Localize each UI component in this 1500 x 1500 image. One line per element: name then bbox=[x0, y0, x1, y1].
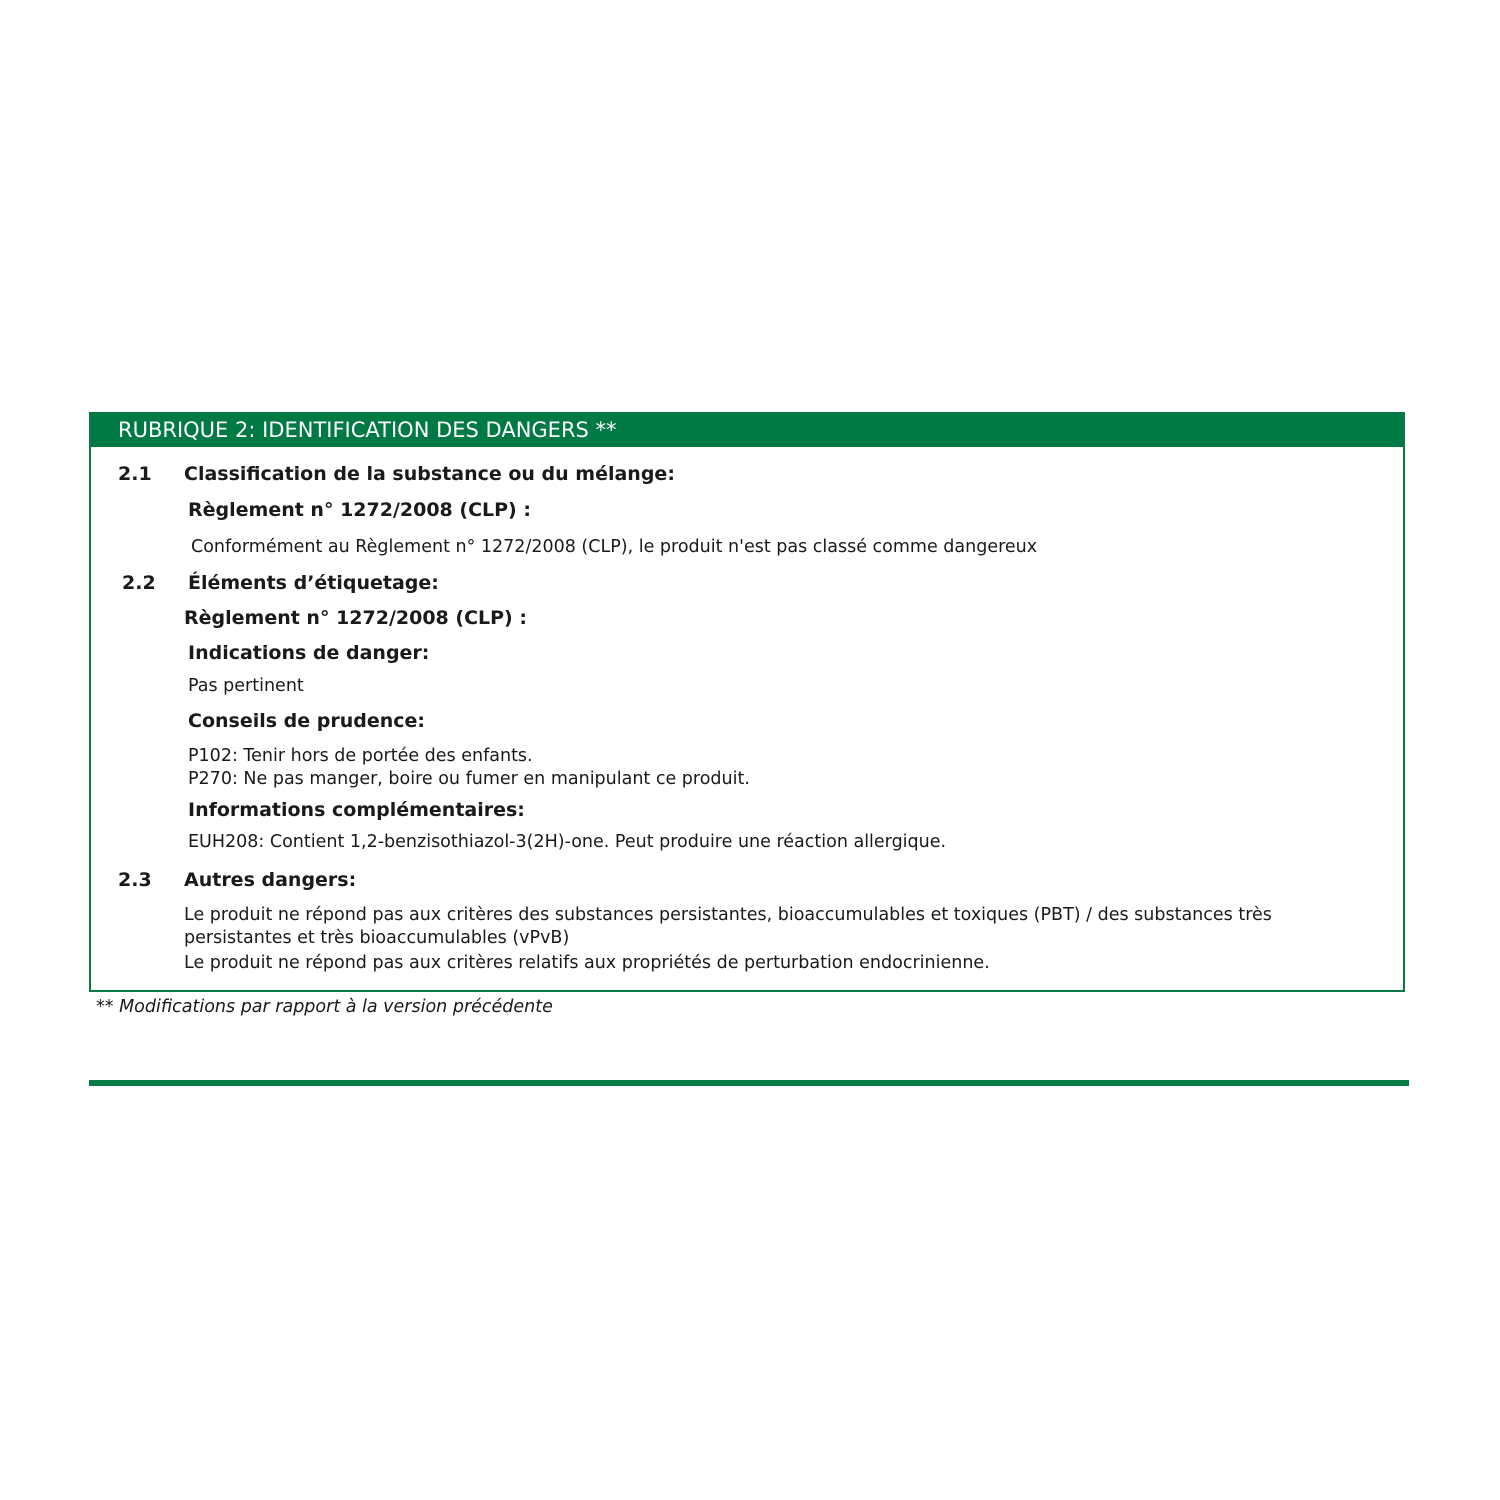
section-2-3-number: 2.3 bbox=[118, 869, 152, 891]
bottom-divider bbox=[89, 1080, 1409, 1086]
section-2-2-regulation: Règlement n° 1272/2008 (CLP) : bbox=[184, 607, 527, 629]
hazard-statements-heading: Indications de danger: bbox=[188, 642, 430, 664]
other-hazards-line-3: Le produit ne répond pas aux critères relatifs aux propriétés de perturbation endocrinienne. bbox=[184, 953, 990, 973]
modifications-footnote: ** Modifications par rapport à la version précédente bbox=[96, 997, 553, 1017]
other-hazards-line-2: persistantes et très bioaccumulables (vPvB) bbox=[184, 928, 570, 948]
hazard-statements-text: Pas pertinent bbox=[188, 676, 304, 696]
additional-info-heading: Informations complémentaires: bbox=[188, 799, 525, 821]
section-2-2-title: Éléments d’étiquetage: bbox=[188, 572, 439, 594]
other-hazards-line-1: Le produit ne répond pas aux critères des substances persistantes, bioaccumulables et toxiques (PBT) / des substances très bbox=[184, 905, 1272, 925]
section-2-1-regulation: Règlement n° 1272/2008 (CLP) : bbox=[188, 499, 531, 521]
additional-info-text: EUH208: Contient 1,2-benzisothiazol-3(2H)-one. Peut produire une réaction allergique. bbox=[188, 832, 947, 852]
section-2-3-title: Autres dangers: bbox=[184, 869, 357, 891]
section-2-1-number: 2.1 bbox=[118, 463, 152, 485]
section-2-1-text: Conformément au Règlement n° 1272/2008 (CLP), le produit n'est pas classé comme dangereux bbox=[191, 537, 1038, 557]
section-2-1-title: Classification de la substance ou du mélange: bbox=[184, 463, 675, 485]
section-header: RUBRIQUE 2: IDENTIFICATION DES DANGERS ** bbox=[91, 414, 1403, 447]
precautionary-statements-heading: Conseils de prudence: bbox=[188, 710, 426, 732]
precautionary-statement-p270: P270: Ne pas manger, boire ou fumer en manipulant ce produit. bbox=[188, 769, 750, 789]
precautionary-statement-p102: P102: Tenir hors de portée des enfants. bbox=[188, 746, 533, 766]
section-2-2-number: 2.2 bbox=[122, 572, 156, 594]
